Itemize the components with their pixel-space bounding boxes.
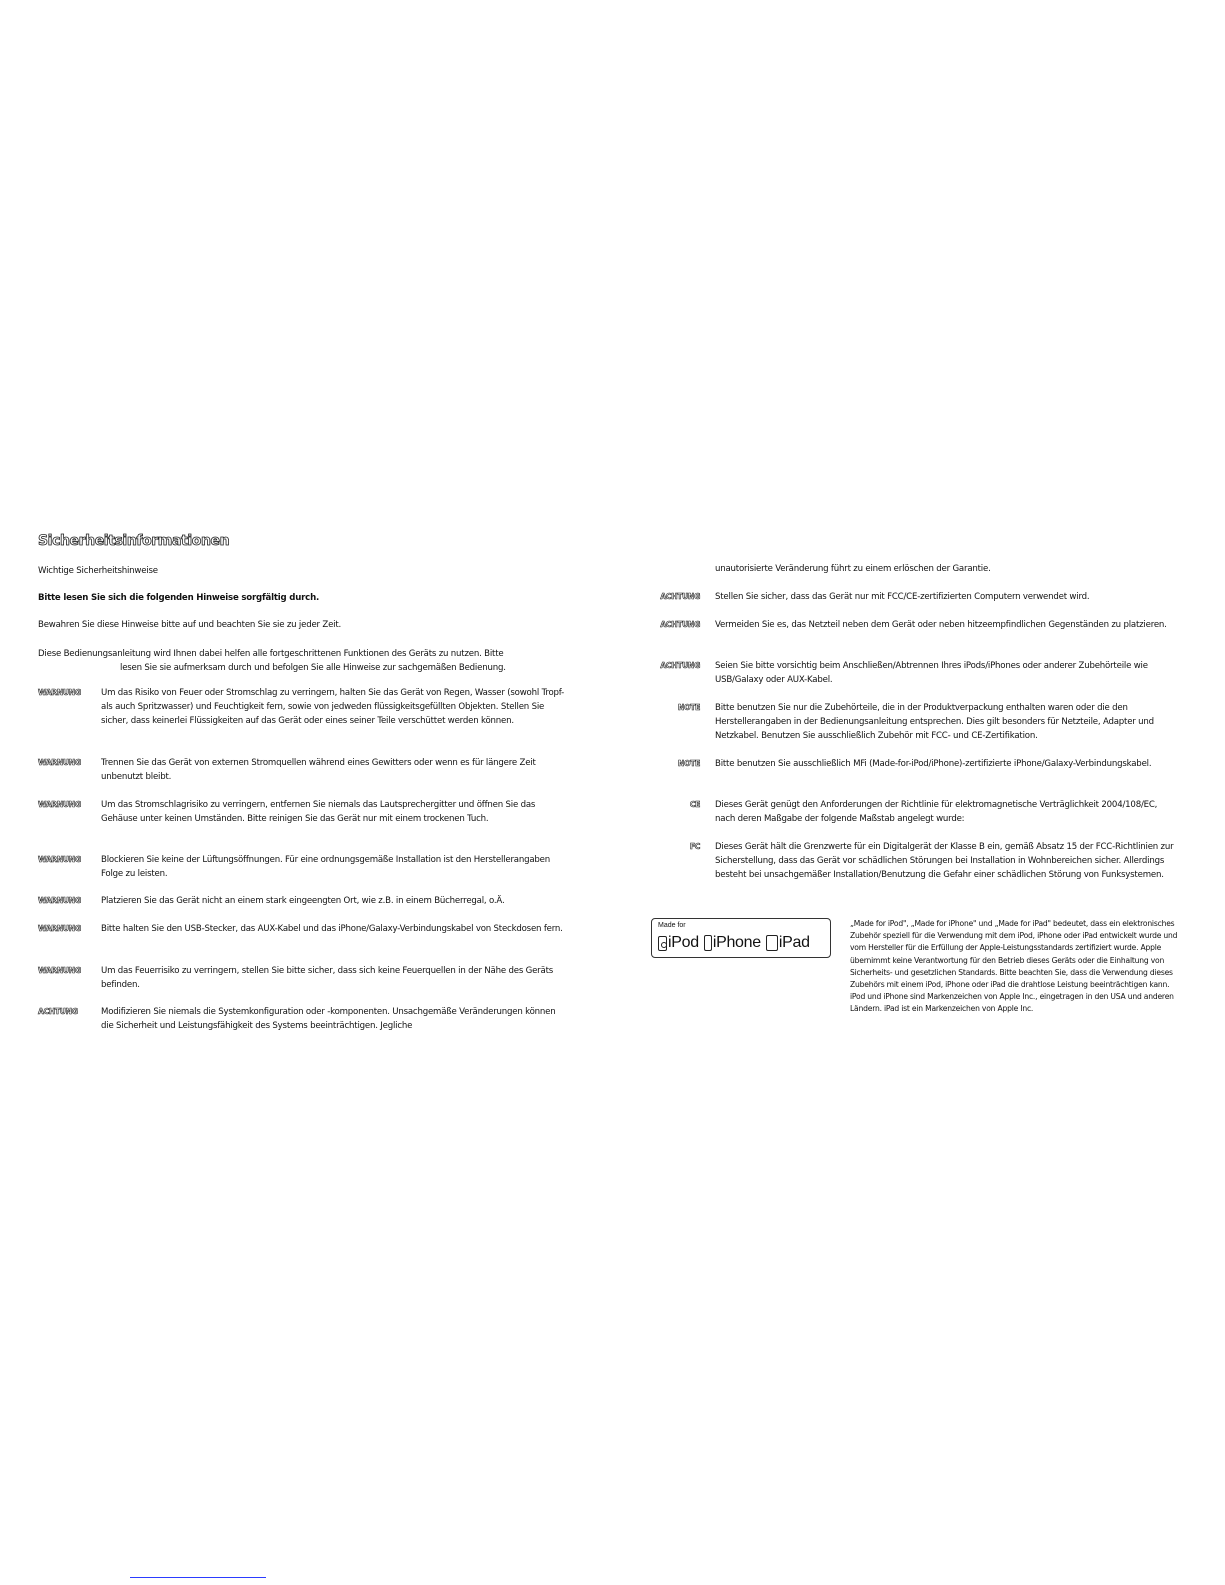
ce-entry <box>648 798 1178 826</box>
caution-entry <box>648 659 1178 687</box>
fcc-text: Dieses Gerät hält die Grenzwerte für ein Digitalgerät der Klasse B ein, gemäß Absatz 15 der FCC-Richtlinien zur Sicherstellung, dass das Gerät vor schädlichen Störungen bei Installation in Wohnbereichen sicher. Allerdings besteht bei unsachgemäßer Installation/Benutzung die Gefahr einer schädlichen Störung von Funksystemen. <box>715 842 1174 880</box>
caution-label: ACHTUNG <box>38 1007 78 1016</box>
warning-text: Trennen Sie das Gerät von externen Stromquellen während eines Gewitters oder wenn es für längere Zeit unbenutzt bleibt. <box>101 758 536 782</box>
iphone-label: iPhone <box>712 934 761 951</box>
note-text: Bitte benutzen Sie nur die Zubehörteile, die in der Produktverpackung enthalten waren oder die den Herstellerangaben in der Bedienungsanleitung entsprechen. Dies gilt besonders für Netzteile, Adapter und Netzkabel. Benutzen Sie ausschließlich Zubehör mit FCC- und CE-Zertifikation. <box>715 703 1154 741</box>
caution-text: Stellen Sie sicher, dass das Gerät nur mit FCC/CE-zertifizierten Computern verwendet wird. <box>715 592 1090 602</box>
iphone-device <box>704 933 761 953</box>
warning-label: WARNUNG <box>38 966 81 975</box>
fcc-mark-icon: FC <box>689 842 700 851</box>
warning-entry <box>38 964 566 992</box>
caution-text: Seien Sie bitte vorsichtig beim Anschließen/Abtrennen Ihres iPods/iPhones oder anderer Zubehörteile wie USB/Galaxy oder AUX-Kabel. <box>715 661 1148 685</box>
warning-entry <box>38 756 566 784</box>
device-list <box>658 933 826 953</box>
bottom-underline <box>130 1577 266 1578</box>
ipod-device <box>658 933 699 953</box>
warning-text: Um das Risiko von Feuer oder Stromschlag zu verringern, halten Sie das Gerät von Regen, Wasser (sowohl Tropf- als auch Spritzwasser) und Feuchtigkeit fern, sowie von jedweden flüssigkeitsgefüllten Objekten. Stellen Sie sicher, dass keinerlei Flüssigkeiten auf das Gerät oder eines seiner Teile verschüttet werden können. <box>101 688 565 726</box>
warning-label: WARNUNG <box>38 800 81 809</box>
caution-entry <box>38 1005 566 1033</box>
continued-text: unautorisierte Veränderung führt zu einem erlöschen der Garantie. <box>715 564 991 574</box>
warning-label: WARNUNG <box>38 688 81 697</box>
warning-label: WARNUNG <box>38 924 81 933</box>
ipad-label: iPad <box>778 934 810 951</box>
ipad-icon <box>766 935 778 951</box>
intro-read-carefully: Bitte lesen Sie sich die folgenden Hinweise sorgfältig durch. <box>38 593 320 603</box>
intro-manual-line-2: lesen Sie sie aufmerksam durch und befolgen Sie alle Hinweise zur sachgemäßen Bedienung. <box>120 663 506 673</box>
caution-label: ACHTUNG <box>660 592 700 601</box>
warning-label: WARNUNG <box>38 758 81 767</box>
intro-manual-paragraph <box>38 647 566 675</box>
warning-entry <box>38 922 566 936</box>
caution-label: ACHTUNG <box>660 620 700 629</box>
made-for-text: Made for <box>658 922 686 929</box>
caution-entry <box>648 590 1178 604</box>
note-entry <box>648 757 1178 771</box>
ipod-label: iPod <box>668 934 699 951</box>
ce-mark-icon: CE <box>689 800 700 809</box>
warning-text: Bitte halten Sie den USB-Stecker, das AUX-Kabel und das iPhone/Galaxy-Verbindungskabel von Steckdosen fern. <box>101 924 563 934</box>
caution-entry <box>648 618 1178 632</box>
warning-text: Blockieren Sie keine der Lüftungsöffnungen. Für eine ordnungsgemäße Installation ist den Herstellerangaben Folge zu leisten. <box>101 855 551 879</box>
warning-entry <box>38 798 566 826</box>
warning-text: Platzieren Sie das Gerät nicht an einem stark eingeengten Ort, wie z.B. in einem Bücherregal, o.Ä. <box>101 896 505 906</box>
note-entry <box>648 701 1178 743</box>
mfi-disclaimer-text: „Made for iPod", „Made for iPhone" und „Made for iPad" bedeutet, dass ein elektronisches Zubehör speziell für die Verwendung mit dem iPod, iPhone oder iPad entwickelt wurde und vom Hersteller für die Erfüllung der Apple-Leistungsstandards zertifiziert wurde. Apple übernimmt keine Verantwortung für den Betrieb dieses Geräts oder die Einhaltung von Sicherheits- und gesetzlichen Standards. Bitte beachten Sie, dass die Verwendung dieses Zubehörs mit einem iPod, iPhone oder iPad die drahtlose Leistung beeinträchtigen kann. iPod und iPhone sind Markenzeichen von Apple Inc., eingetragen in den USA und anderen Ländern. iPad ist ein Markenzeichen von Apple Inc. <box>850 919 1178 1014</box>
made-for-ipod-iphone-ipad-logo <box>651 918 831 958</box>
page-title: Sicherheitsinformationen <box>38 533 230 549</box>
caution-label: ACHTUNG <box>660 661 700 670</box>
ipod-icon <box>658 936 667 951</box>
warning-entry <box>38 894 566 908</box>
ce-text: Dieses Gerät genügt den Anforderungen der Richtlinie für elektromagnetische Verträglichkeit 2004/108/EC, nach deren Maßgabe der folgende Maßstab angelegt wurde: <box>715 800 1158 824</box>
warning-label: WARNUNG <box>38 896 81 905</box>
warning-text: Um das Stromschlagrisiko zu verringern, entfernen Sie niemals das Lautsprechergitter und öffnen Sie das Gehäuse unter keinen Umständen. Bitte reinigen Sie das Gerät nur mit einem trockenen Tuch. <box>101 800 536 824</box>
warning-entry <box>38 853 566 881</box>
ipad-device <box>766 933 810 953</box>
caution-text: Vermeiden Sie es, das Netzteil neben dem Gerät oder neben hitzeempfindlichen Gegenständen zu platzieren. <box>715 620 1167 630</box>
warning-text: Um das Feuerrisiko zu verringern, stellen Sie bitte sicher, dass sich keine Feuerquellen in der Nähe des Geräts befinden. <box>101 966 554 990</box>
intro-heading: Wichtige Sicherheitshinweise <box>38 566 158 576</box>
warning-label: WARNUNG <box>38 855 81 864</box>
intro-manual-line-1: Diese Bedienungsanleitung wird Ihnen dabei helfen alle fortgeschrittenen Funktionen des Geräts zu nutzen. Bitte <box>38 649 504 659</box>
fcc-entry <box>648 840 1178 882</box>
note-label: NOTE <box>678 703 700 712</box>
note-text: Bitte benutzen Sie ausschließlich MFi (Made-for-iPod/iPhone)-zertifizierte iPhone/Galaxy-Verbindungskabel. <box>715 759 1152 769</box>
caution-text: Modifizieren Sie niemals die Systemkonfiguration oder -komponenten. Unsachgemäße Veränderungen können die Sicherheit und Leistungsfähigkeit des Systems beeinträchtigen. Jegliche <box>101 1007 556 1031</box>
intro-keep-instructions: Bewahren Sie diese Hinweise bitte auf und beachten Sie sie zu jeder Zeit. <box>38 620 342 630</box>
iphone-icon <box>704 935 712 951</box>
warning-entry <box>38 686 566 728</box>
note-label: NOTE <box>678 759 700 768</box>
